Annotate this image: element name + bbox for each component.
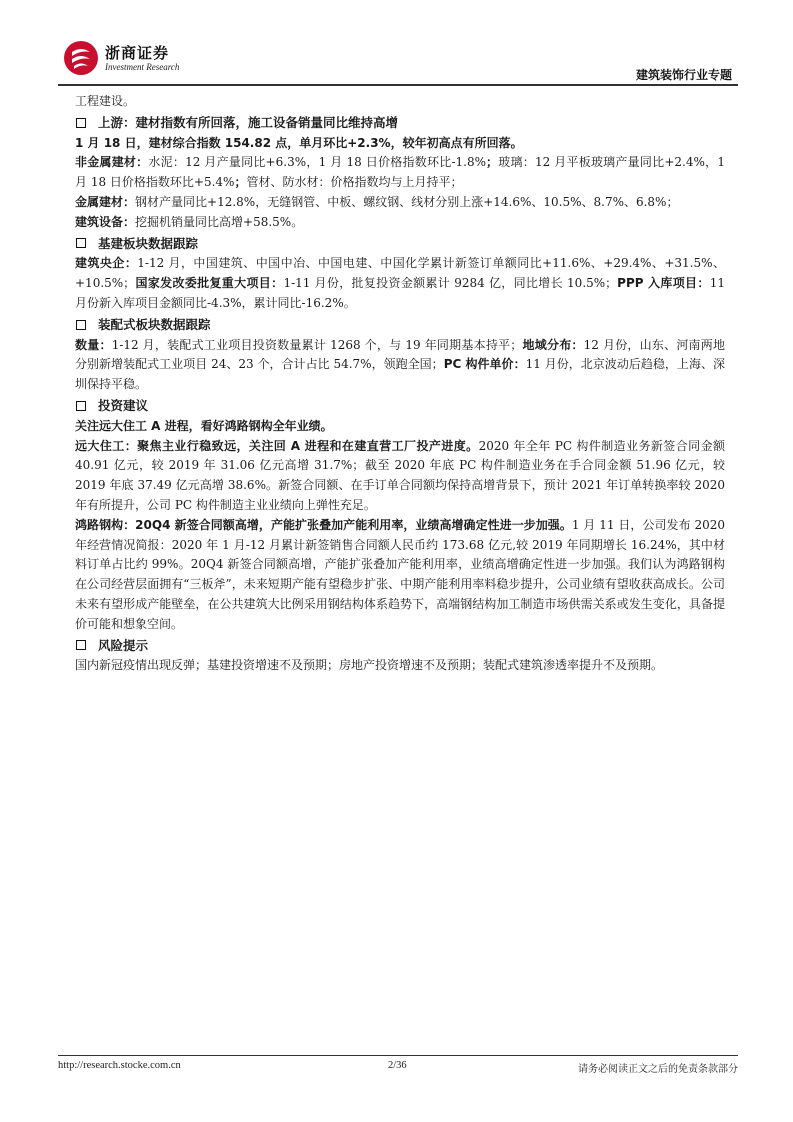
footer-url[interactable]: http://research.stocke.com.cn	[58, 1060, 181, 1071]
label: 非金属建材：	[75, 155, 149, 170]
text: 玻璃：12 月平板玻璃产量同比+2.4%，1 月 18 日价格指数环比+5.4%	[75, 155, 725, 190]
section-heading-prefab	[75, 315, 725, 335]
text: 11 月份新入库项目金额同比-4.3%，累计同比-16.2%。	[75, 276, 725, 310]
section-title: 上游：建材指数有所回落，施工设备销量同比维持高增	[98, 114, 399, 130]
report-type-title: 建筑装饰行业专题	[635, 68, 732, 82]
label: 建筑央企：	[75, 256, 138, 271]
paragraph-risk: 国内新冠疫情出现反弹；基建投资增速不及预期；房地产投资增速不及预期；装配式建筑渗透率提升不及预期。	[75, 658, 664, 673]
text: 1 月 11 日，公司发布 2020 年经营情况简报：2020 年 1 月-12 月累计新签销售合同额人民币约 173.68 亿元,较 2019 年同期增长 16.24%，其中材料订单占比约 99%。20Q4 新签合同额高增，产能扩张叠加产能利用率，业绩高增确定性进一步加强。我们认为鸿路钢构在公司经营层面拥有“三板斧”，未来短期产能有望稳步扩张、中期产能利用率料稳步提升，公司业绩有望收获高成长。公司未来有望形成产能壁垒，在公共建筑大比例采用钢结构体系趋势下，高端钢结构加工制造市场供需关系或发生变化，具备提价可能和想象空间。	[75, 517, 726, 631]
separator: ；	[486, 155, 499, 170]
checkbox-bullet-icon	[76, 640, 86, 650]
section-heading-infrastructure	[75, 234, 725, 254]
checkbox-bullet-icon	[76, 118, 86, 128]
footer-divider	[58, 1055, 738, 1056]
section-title: 装配式板块数据跟踪	[98, 316, 211, 332]
header-divider	[58, 84, 738, 86]
section-title: 投资建议	[98, 397, 149, 413]
text: 钢材产量同比+12.8%，无缝钢管、中板、螺纹钢、线材分别上涨+14.6%、10.5%、8.7%、6.8%；	[135, 194, 679, 209]
label: 数量：	[75, 337, 112, 352]
text: 12 月份，山东、河南两地分别新增装配式工业项目 24、23 个，合计占比 54.7%，领跑全国；	[75, 337, 725, 372]
checkbox-bullet-icon	[76, 238, 86, 248]
paragraph-metal	[75, 193, 725, 213]
upstream-lead: 1 月 18 日，建材综合指数 154.82 点，单月环比+2.3%，较年初高点有所回落。	[75, 135, 523, 150]
separator: ；	[234, 175, 247, 190]
checkbox-bullet-icon	[76, 401, 86, 411]
text: 挖掘机销量同比高增+58.5%。	[135, 214, 304, 229]
page-number: 2/36	[388, 1060, 407, 1071]
text: 1-12 月，中国建筑、中国中冶、中国电建、中国化学累计新签订单额同比+11.6%、+29.4%、+31.5%、+10.5%；	[75, 256, 725, 291]
label: 国家发改委批复重大项目：	[135, 276, 284, 291]
text: 1-12 月，装配式工业项目投资数量累计 1268 个，与 19 年同期基本持平；	[111, 337, 523, 352]
main-content	[75, 92, 725, 676]
text: 1-11 月份，批复投资金额累计 9284 亿，同比增长 10.5%；	[283, 276, 618, 291]
text: 管材、防水材：价格指数均与上月持平；	[246, 175, 463, 190]
paragraph-honglu	[75, 516, 725, 635]
footer-disclaimer: 请务必阅读正文之后的免责条款部分	[578, 1064, 738, 1075]
section-heading-risk	[75, 636, 725, 656]
paragraph-nonmetal	[75, 153, 725, 193]
section-title: 风险提示	[98, 637, 149, 653]
section-heading-upstream	[75, 113, 725, 133]
paragraph-prefab	[75, 336, 725, 395]
section-heading-investment	[75, 396, 725, 416]
paragraph-yuanda	[75, 437, 725, 516]
investment-lead: 关注远大住工 A 进程，看好鸿路钢构全年业绩。	[75, 418, 333, 433]
text: 11 月份，北京波动后趋稳，上海、深圳保持平稳。	[75, 357, 725, 392]
text: 水泥：12 月产量同比+6.3%，1 月 18 日价格指数环比-1.8%	[148, 155, 486, 170]
label: 远大住工：聚焦主业行稳致远，关注回 A 进程和在建直营工厂投产进度。	[75, 438, 479, 453]
label: 鸿路钢构：20Q4 新签合同额高增，产能扩张叠加产能利用率，业绩高增确定性进一步加强。	[75, 517, 572, 532]
text: 2020 年全年 PC 构件制造业务新签合同金额 40.91 亿元，较 2019 年 31.06 亿元高增 31.7%；截至 2020 年底 PC 构件制造业务在手合同金额 51.96 亿元，较 2019 年底 37.49 亿元高增 38.6%。新签合同额、在手订单合同额均保持高增背景下，预计 2021 年订单转换率较 2020 年有所提升，公司 PC 构件制造主业业绩向上弹性充足。	[75, 438, 725, 512]
paragraph-continuation: 工程建设。	[75, 94, 136, 108]
logo-chinese-name: 浙商证券	[105, 44, 170, 62]
label: PC 构件单价：	[443, 357, 526, 372]
label: 地域分布：	[522, 337, 584, 352]
company-logo-icon	[63, 40, 99, 76]
label: 金属建材：	[75, 194, 136, 209]
paragraph-infrastructure	[75, 254, 725, 313]
label: PPP 入库项目：	[617, 276, 710, 291]
page-header	[58, 36, 738, 86]
label: 建筑设备：	[75, 214, 136, 229]
checkbox-bullet-icon	[76, 320, 86, 330]
section-title: 基建板块数据跟踪	[98, 235, 199, 251]
logo-english-name: Investment Research	[105, 62, 180, 72]
paragraph-equipment	[75, 213, 725, 233]
